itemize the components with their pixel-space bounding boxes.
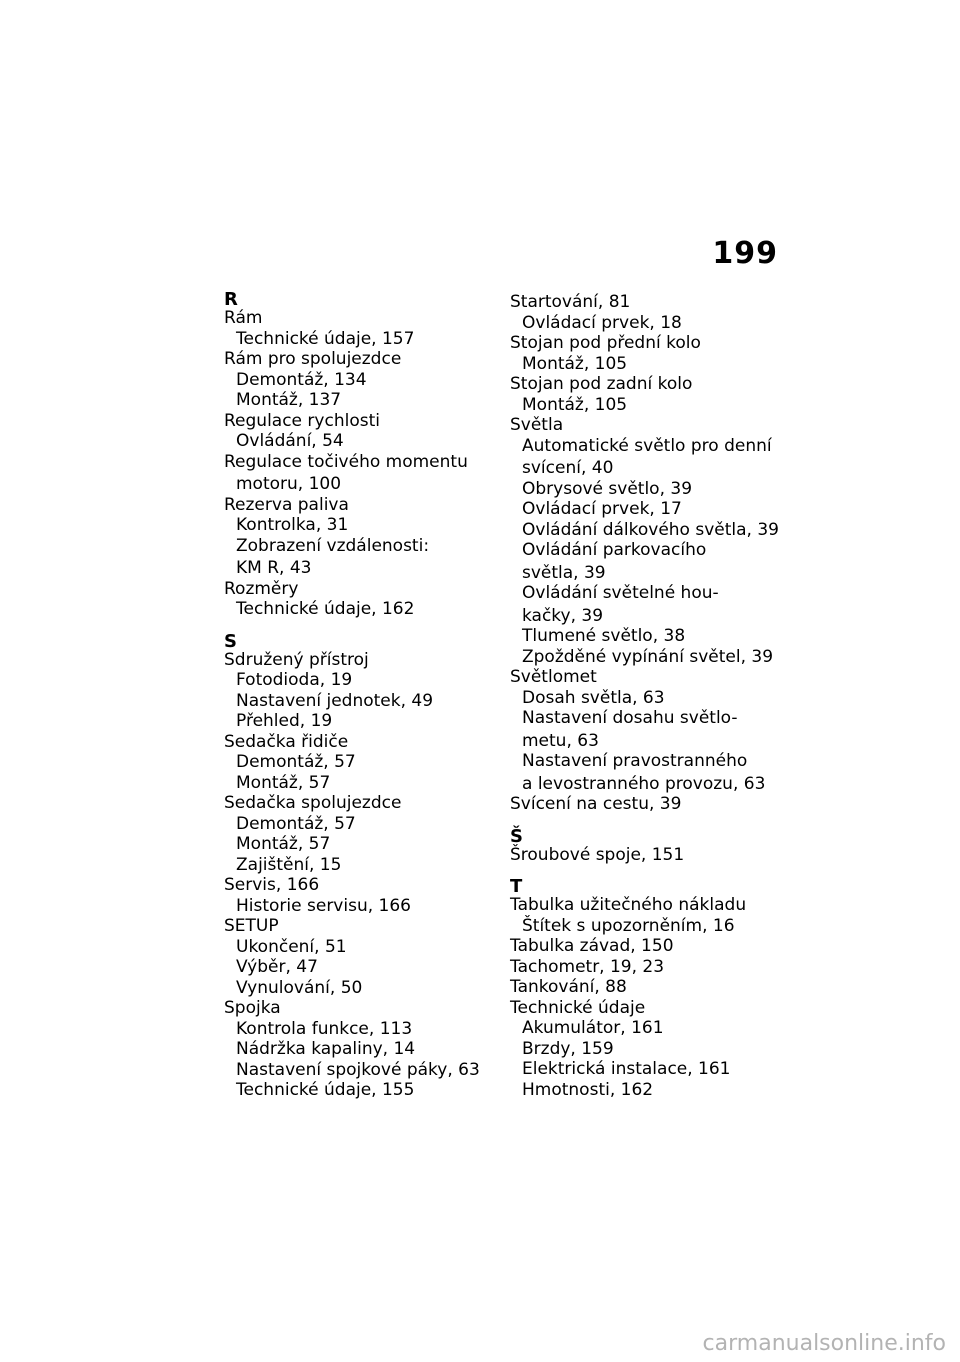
index-term: Tankování, 88	[510, 977, 627, 997]
index-continuation: KM R, 43	[236, 558, 312, 578]
index-term: Šroubové spoje, 151	[510, 844, 685, 865]
index-term: Technické údaje	[510, 997, 646, 1018]
index-subentry: Technické údaje, 155	[236, 1080, 415, 1100]
index-continuation: svícení, 40	[522, 458, 614, 478]
index-subentry: Přehled, 19	[236, 711, 333, 731]
index-subentry: Štítek s upozorněním, 16	[522, 915, 735, 936]
index-subentry: Montáž, 105	[522, 353, 628, 374]
index-subentry: Vynulování, 50	[236, 977, 363, 998]
index-term: Rozměry	[224, 578, 299, 599]
index-subentry: Ovládací prvek, 18	[522, 312, 682, 333]
index-subentry: Ovládání světelné hou-	[522, 583, 719, 603]
section-letter: T	[510, 876, 523, 897]
index-term: Světla	[510, 415, 564, 435]
watermark: carmanualsonline.info	[702, 1331, 946, 1356]
index-continuation: motoru, 100	[236, 474, 342, 494]
index-subentry: Ovládání parkovacího	[522, 540, 707, 560]
index-subentry: Obrysové světlo, 39	[522, 478, 693, 499]
index-subentry: Automatické světlo pro denní	[522, 435, 772, 456]
index-term: Rám pro spolujezdce	[224, 349, 402, 369]
section-letter: R	[224, 289, 238, 310]
index-subentry: Historie servisu, 166	[236, 895, 411, 916]
index-subentry: Ovládání dálkového světla, 39	[522, 519, 779, 540]
index-subentry: Dosah světla, 63	[522, 687, 665, 708]
index-term: Svícení na cestu, 39	[510, 794, 682, 814]
section-letter: Š	[510, 825, 523, 847]
index-term: Spojka	[224, 998, 281, 1018]
index-continuation: metu, 63	[522, 730, 599, 751]
index-continuation: světla, 39	[522, 562, 606, 583]
index-term: Startování, 81	[510, 292, 631, 312]
index-subentry: Nastavení spojkové páky, 63	[236, 1059, 480, 1080]
section-gap	[224, 620, 494, 634]
index-term: Tabulka závad, 150	[510, 936, 674, 956]
index-subentry: Zpožděné vypínání světel, 39	[522, 646, 774, 667]
index-subentry: Ukončení, 51	[236, 936, 347, 957]
page-number: 199	[712, 236, 778, 271]
index-subentry: Demontáž, 134	[236, 369, 367, 390]
index-term: Stojan pod zadní kolo	[510, 374, 693, 394]
index-term: Sedačka spolujezdce	[224, 793, 402, 813]
index-subentry: Nastavení dosahu světlo-	[522, 708, 738, 728]
index-term: Rám	[224, 308, 263, 328]
index-subentry: Kontrolka, 31	[236, 515, 349, 535]
index-subentry: Hmotnosti, 162	[522, 1079, 654, 1100]
index-term: Rezerva paliva	[224, 494, 349, 515]
index-subentry: Ovládání, 54	[236, 431, 344, 451]
index-term: Stojan pod přední kolo	[510, 333, 701, 353]
index-subentry: Fotodioda, 19	[236, 670, 353, 690]
index-term: Sedačka řidiče	[224, 731, 349, 752]
index-subentry: Elektrická instalace, 161	[522, 1059, 731, 1079]
index-subentry: Akumulátor, 161	[522, 1018, 664, 1038]
index-term: SETUP	[224, 916, 279, 936]
index-term: Regulace točivého momentu	[224, 451, 468, 472]
index-subentry: Zajištění, 15	[236, 854, 342, 875]
index-subentry: Nastavení pravostranného	[522, 751, 748, 771]
index-subentry: Kontrola funkce, 113	[236, 1018, 413, 1039]
index-term: Světlomet	[510, 667, 597, 687]
index-column-right	[510, 292, 810, 1100]
index-subentry: Nádržka kapaliny, 14	[236, 1039, 416, 1059]
index-term: Tabulka užitečného nákladu	[510, 895, 747, 915]
index-subentry: Zobrazení vzdálenosti:	[236, 535, 430, 556]
section-gap	[510, 815, 810, 829]
index-subentry: Demontáž, 57	[236, 752, 356, 772]
section-gap	[510, 865, 810, 879]
index-term: Tachometr, 19, 23	[510, 956, 665, 977]
index-subentry: Technické údaje, 162	[236, 599, 415, 619]
index-subentry: Technické údaje, 157	[236, 328, 415, 349]
index-column-left	[224, 289, 494, 1101]
index-subentry: Tlumené světlo, 38	[522, 626, 686, 646]
index-subentry: Ovládací prvek, 17	[522, 499, 682, 519]
index-term: Servis, 166	[224, 875, 320, 895]
index-subentry: Montáž, 57	[236, 834, 331, 854]
index-continuation: a levostranného provozu, 63	[522, 773, 766, 794]
index-subentry: Montáž, 57	[236, 772, 331, 793]
index-subentry: Nastavení jednotek, 49	[236, 690, 434, 711]
section-letter: S	[224, 630, 237, 652]
index-term: Regulace rychlosti	[224, 410, 380, 431]
index-subentry: Montáž, 105	[522, 394, 628, 415]
index-subentry: Montáž, 137	[236, 390, 342, 410]
index-term: Sdružený přístroj	[224, 649, 369, 670]
index-subentry: Výběr, 47	[236, 957, 318, 977]
index-subentry: Brzdy, 159	[522, 1038, 614, 1059]
index-continuation: kačky, 39	[522, 605, 604, 626]
index-subentry: Demontáž, 57	[236, 813, 356, 834]
